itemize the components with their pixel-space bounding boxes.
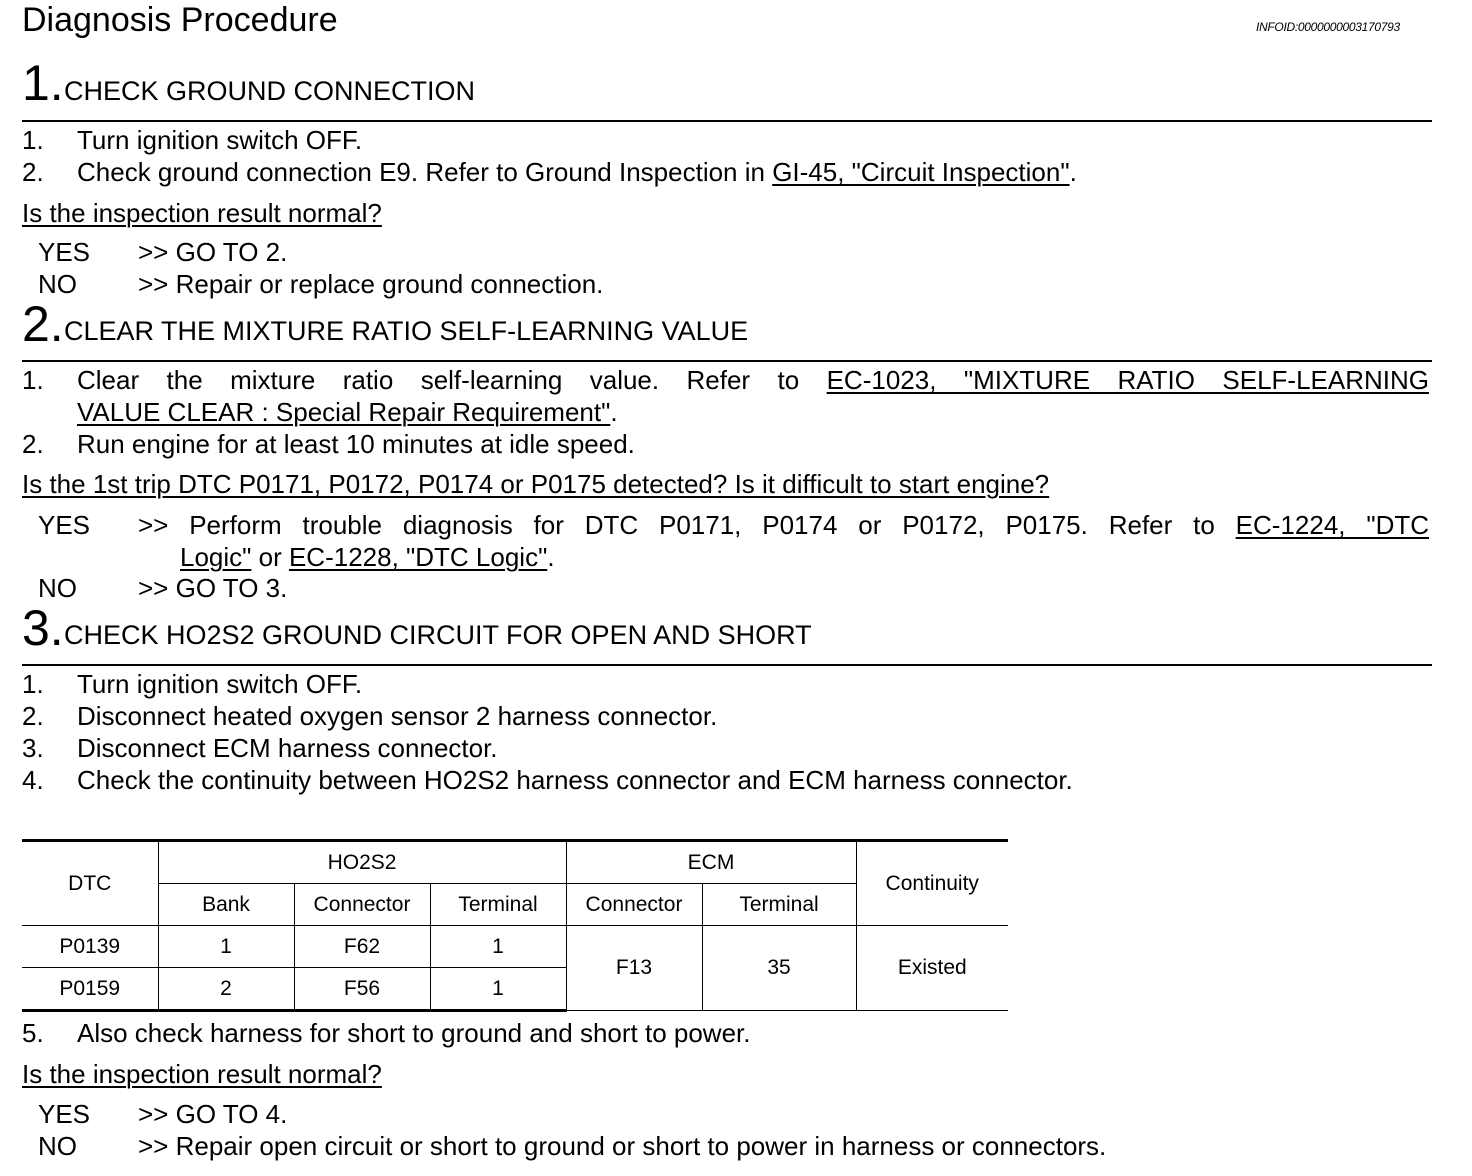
cell-bank: 2 bbox=[158, 968, 294, 1011]
answer-label-no: NO bbox=[38, 573, 77, 603]
answer-label-yes: YES bbox=[38, 1099, 91, 1129]
ec-1224-link-cont[interactable]: Logic" bbox=[180, 542, 252, 572]
answer-text: >> Repair or replace ground connection. bbox=[138, 269, 604, 299]
item-suffix: . bbox=[1069, 157, 1077, 187]
item-number: 2. bbox=[22, 157, 44, 187]
step-title: CHECK GROUND CONNECTION bbox=[64, 76, 476, 106]
question: Is the inspection result normal? bbox=[22, 1059, 382, 1089]
item-text: Clear the mixture ratio self-learning value. Refer to bbox=[77, 365, 827, 395]
answer-label-yes: YES bbox=[38, 510, 91, 540]
item-text: Disconnect ECM harness connector. bbox=[77, 733, 498, 763]
header-ho2s2: HO2S2 bbox=[158, 841, 566, 884]
cell-dtc: P0139 bbox=[22, 926, 158, 968]
answer-text: >> Repair open circuit or short to ground or short to power in harness or connectors. bbox=[138, 1131, 1107, 1161]
ec-1224-link[interactable]: EC-1224, "DTC bbox=[1235, 510, 1430, 540]
item-text: Disconnect heated oxygen sensor 2 harness connector. bbox=[77, 701, 718, 731]
gi-45-link[interactable]: GI-45, "Circuit Inspection" bbox=[772, 157, 1070, 187]
divider bbox=[22, 664, 1432, 666]
header-ecm-connector: Connector bbox=[566, 884, 702, 926]
step-number: 2. bbox=[22, 296, 64, 352]
answer-text: >> GO TO 2. bbox=[138, 237, 288, 267]
item-text: Also check harness for short to ground and short to power. bbox=[77, 1018, 751, 1048]
header-bank: Bank bbox=[158, 884, 294, 926]
cell-terminal: 1 bbox=[430, 968, 566, 1011]
ec-1023-link[interactable]: EC-1023, "MIXTURE RATIO SELF-LEARNING bbox=[826, 365, 1429, 395]
continuity-table bbox=[22, 839, 1008, 1012]
step-number: 1. bbox=[22, 55, 64, 111]
table-row bbox=[22, 926, 1008, 968]
item-number: 4. bbox=[22, 765, 44, 795]
cell-connector: F56 bbox=[294, 968, 430, 1011]
list-item bbox=[77, 364, 1429, 396]
header-ecm-terminal: Terminal bbox=[702, 884, 856, 926]
item-text: Turn ignition switch OFF. bbox=[77, 125, 363, 155]
question: Is the inspection result normal? bbox=[22, 198, 382, 228]
answer-label-yes: YES bbox=[38, 237, 91, 267]
cell-ecm-terminal: 35 bbox=[702, 926, 856, 1011]
step-title: CHECK HO2S2 GROUND CIRCUIT FOR OPEN AND SHORT bbox=[64, 620, 812, 650]
cell-dtc: P0159 bbox=[22, 968, 158, 1011]
item-number: 1. bbox=[22, 365, 44, 395]
ec-1023-link-cont[interactable]: VALUE CLEAR : Special Repair Requirement" bbox=[77, 397, 611, 427]
item-text: Run engine for at least 10 minutes at idle speed. bbox=[77, 429, 635, 459]
ec-1228-link[interactable]: EC-1228, "DTC Logic" bbox=[288, 542, 548, 572]
answer-text: >> GO TO 4. bbox=[138, 1099, 288, 1129]
question: Is the 1st trip DTC P0171, P0172, P0174 or P0175 detected? Is it difficult to start engine? bbox=[22, 469, 1050, 499]
list-item-continued bbox=[77, 396, 618, 428]
cell-connector: F62 bbox=[294, 926, 430, 968]
item-number: 3. bbox=[22, 733, 44, 763]
item-number: 1. bbox=[22, 125, 44, 155]
cell-terminal: 1 bbox=[430, 926, 566, 968]
answer-label-no: NO bbox=[38, 269, 77, 299]
answer-text: >> GO TO 3. bbox=[138, 573, 288, 603]
item-text: Check the continuity between HO2S2 harness connector and ECM harness connector. bbox=[77, 765, 1073, 795]
cell-bank: 1 bbox=[158, 926, 294, 968]
answer-text bbox=[138, 509, 1429, 541]
header-continuity: Continuity bbox=[856, 841, 1008, 926]
cell-ecm-connector: F13 bbox=[566, 926, 702, 1011]
item-suffix: . bbox=[610, 397, 618, 427]
info-id: INFOID:0000000003170793 bbox=[1256, 20, 1400, 34]
cell-continuity: Existed bbox=[856, 926, 1008, 1011]
step-title: CLEAR THE MIXTURE RATIO SELF-LEARNING VALUE bbox=[64, 316, 749, 346]
page-title: Diagnosis Procedure bbox=[22, 1, 338, 39]
item-number: 5. bbox=[22, 1018, 44, 1048]
answer-mid: or bbox=[251, 542, 289, 572]
item-text: Turn ignition switch OFF. bbox=[77, 669, 363, 699]
header-connector: Connector bbox=[294, 884, 430, 926]
item-number: 2. bbox=[22, 701, 44, 731]
answer-label-no: NO bbox=[38, 1131, 77, 1161]
answer-text-main: >> Perform trouble diagnosis for DTC P0171, P0174 or P0172, P0175. Refer to bbox=[138, 510, 1236, 540]
divider bbox=[22, 120, 1432, 122]
divider bbox=[22, 360, 1432, 362]
item-text: Check ground connection E9. Refer to Ground Inspection in bbox=[77, 157, 773, 187]
header-ecm: ECM bbox=[566, 841, 856, 884]
header-terminal: Terminal bbox=[430, 884, 566, 926]
list-item bbox=[77, 156, 1077, 188]
header-dtc: DTC bbox=[22, 841, 158, 926]
step-number: 3. bbox=[22, 600, 64, 656]
item-number: 2. bbox=[22, 429, 44, 459]
answer-text-continued bbox=[180, 541, 555, 573]
answer-suffix: . bbox=[547, 542, 555, 572]
item-number: 1. bbox=[22, 669, 44, 699]
